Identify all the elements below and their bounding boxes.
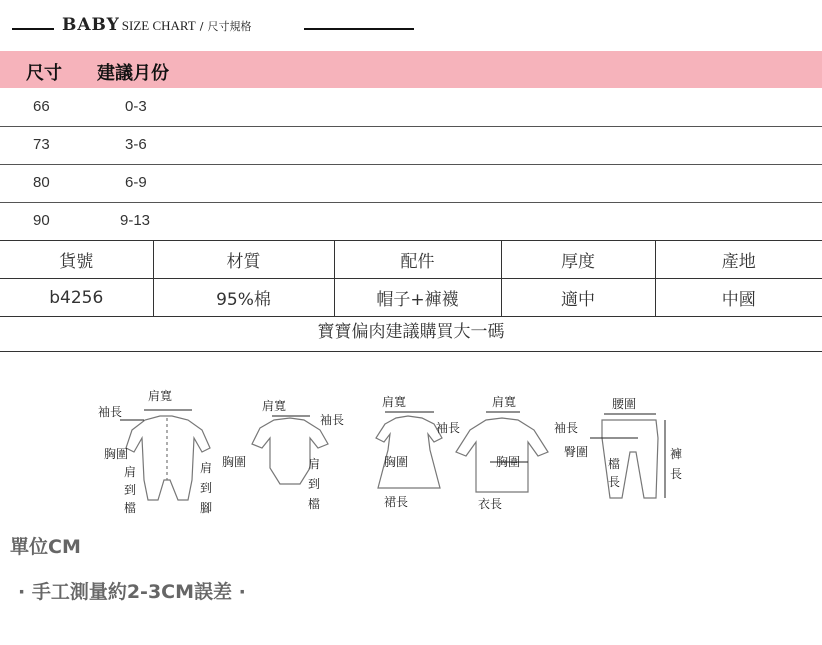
header-title (62, 15, 251, 35)
size-row (0, 202, 822, 240)
accessories-value: 帽子+褲襪 (334, 279, 501, 317)
top-chest-label: 胸圍 (496, 455, 521, 469)
size-cell: 90 (33, 212, 50, 229)
romper-sleeve-label: 袖長 (98, 405, 123, 419)
product-info-table (0, 240, 822, 317)
top-shoulder-label: 肩寬 (492, 395, 517, 409)
pants-length-char-2: 長 (670, 467, 683, 481)
months-cell: 6-9 (125, 174, 147, 191)
thickness-value: 適中 (501, 279, 655, 317)
months-cell: 9-13 (120, 212, 151, 229)
months-cell: 3-6 (125, 136, 147, 153)
header-item-no: 貨號 (0, 241, 153, 279)
header-material: 材質 (153, 241, 334, 279)
romper-shoulder-label: 肩寬 (148, 389, 173, 403)
top-sleeve-label: 袖長 (554, 421, 579, 435)
size-cell: 73 (33, 136, 50, 153)
measurement-diagram-svg (90, 380, 690, 520)
info-value-row (0, 279, 822, 317)
romper-crotch-char-3: 檔 (124, 501, 137, 515)
bodysuit-crotch-char-2: 到 (308, 477, 321, 491)
pants-crotch-char-1: 檔 (608, 457, 621, 471)
pants-waist-label: 腰圍 (612, 397, 637, 411)
header-months: 建議月份 (97, 63, 169, 84)
header-rule-right (304, 28, 414, 30)
subtitle-zh: 尺寸規格 (207, 20, 252, 33)
subtitle-text: SIZE CHART (121, 18, 196, 33)
bodysuit-crotch-char-3: 檔 (308, 497, 321, 511)
measurement-note: · 手工測量約2-3CM誤差 · (18, 581, 246, 603)
romper-crotch-char-2: 到 (124, 483, 137, 497)
size-table-header (0, 51, 822, 88)
romper-foot-char-2: 到 (200, 481, 213, 495)
bodysuit-chest-label: 胸圍 (222, 455, 247, 469)
romper-foot-char-1: 肩 (200, 461, 213, 475)
info-header-row (0, 241, 822, 279)
pants-hip-label: 臀圍 (564, 445, 589, 459)
pants-crotch-char-2: 長 (608, 475, 621, 489)
size-cell: 66 (33, 98, 50, 115)
dress-skirt-length-label: 裙長 (384, 495, 409, 509)
chart-header (0, 0, 822, 50)
bodysuit-shoulder-label: 肩寬 (262, 399, 287, 413)
origin-value: 中國 (655, 279, 822, 317)
romper-chest-label: 胸圍 (104, 447, 129, 461)
brand-text: BABY (62, 15, 120, 35)
material-value: 95%棉 (153, 279, 334, 317)
title-separator: / (199, 20, 204, 33)
romper-foot-char-3: 腳 (200, 501, 213, 515)
size-advice: 寶寶偏肉建議購買大一碼 (0, 314, 822, 352)
bodysuit-sleeve-label: 袖長 (320, 413, 345, 427)
size-row (0, 164, 822, 203)
measurement-diagrams (90, 380, 690, 520)
bodysuit-crotch-char-1: 肩 (308, 457, 321, 471)
pants-length-char-1: 褲 (670, 447, 683, 461)
header-rule-left (12, 28, 54, 30)
unit-label: 單位CM (10, 536, 81, 558)
header-accessories: 配件 (334, 241, 501, 279)
header-thickness: 厚度 (501, 241, 655, 279)
size-row (0, 126, 822, 165)
size-cell: 80 (33, 174, 50, 191)
romper-crotch-char-1: 肩 (124, 465, 137, 479)
header-origin: 產地 (655, 241, 822, 279)
dress-sleeve-label: 袖長 (436, 421, 461, 435)
size-row (0, 88, 822, 127)
header-size: 尺寸 (26, 63, 62, 84)
dress-shoulder-label: 肩寬 (382, 395, 407, 409)
dress-chest-label: 胸圍 (384, 455, 409, 469)
item-no-value: b4256 (0, 279, 153, 317)
top-length-label: 衣長 (478, 497, 503, 511)
months-cell: 0-3 (125, 98, 147, 115)
